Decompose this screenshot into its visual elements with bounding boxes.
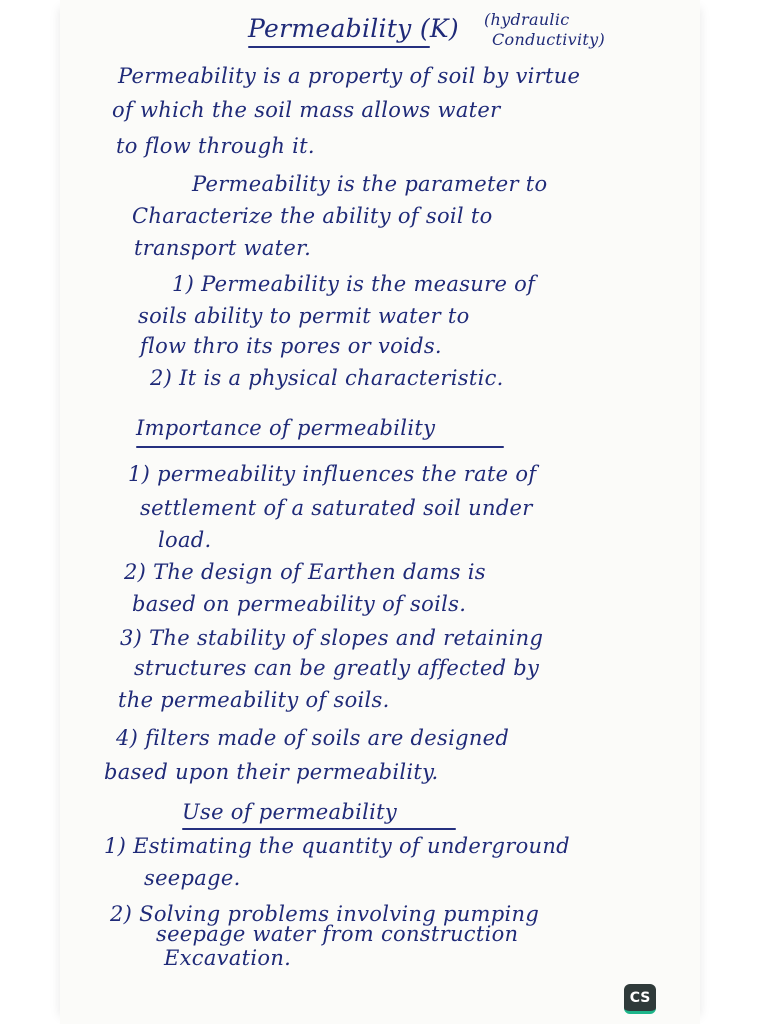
text-line: flow thro its pores or voids. [140, 334, 442, 358]
text-line: load. [158, 528, 212, 552]
text-line: Excavation. [164, 946, 292, 970]
text-line: seepage water from construction [156, 922, 519, 946]
title-underline [248, 46, 430, 48]
text-line: soils ability to permit water to [138, 304, 470, 328]
text-line: based on permeability of soils. [132, 592, 467, 616]
text-line: of which the soil mass allows water [112, 98, 501, 122]
text-line: Characterize the ability of soil to [132, 204, 493, 228]
text-line: 1) Permeability is the measure of [172, 272, 536, 296]
heading-underline [182, 828, 456, 830]
text-line: 1) permeability influences the rate of [128, 462, 537, 486]
text-line: 2) Solving problems involving pumping [110, 902, 540, 926]
text-line: structures can be greatly affected by [134, 656, 540, 680]
text-line: based upon their permeability. [104, 760, 439, 784]
text-line: 1) Estimating the quantity of underground [104, 834, 570, 858]
page-title: Permeability (K) [248, 14, 459, 43]
title-alt-line2: Conductivity) [492, 30, 606, 49]
text-line: the permeability of soils. [118, 688, 390, 712]
text-line: to flow through it. [116, 134, 315, 158]
title-alt-line1: (hydraulic [484, 10, 570, 29]
notebook-page [60, 0, 700, 1024]
camscanner-badge: CS [624, 984, 656, 1014]
text-line: Permeability is the parameter to [192, 172, 548, 196]
section-heading-use: Use of permeability [182, 800, 398, 824]
text-line: 3) The stability of slopes and retaining [120, 626, 544, 650]
text-line: 2) It is a physical characteristic. [150, 366, 504, 390]
heading-underline [136, 446, 504, 448]
section-heading-importance: Importance of permeability [136, 416, 436, 440]
text-line: seepage. [144, 866, 241, 890]
text-line: Permeability is a property of soil by virtue [118, 64, 581, 88]
text-line: 2) The design of Earthen dams is [124, 560, 486, 584]
text-line: transport water. [134, 236, 312, 260]
text-line: 4) filters made of soils are designed [116, 726, 510, 750]
text-line: settlement of a saturated soil under [140, 496, 533, 520]
